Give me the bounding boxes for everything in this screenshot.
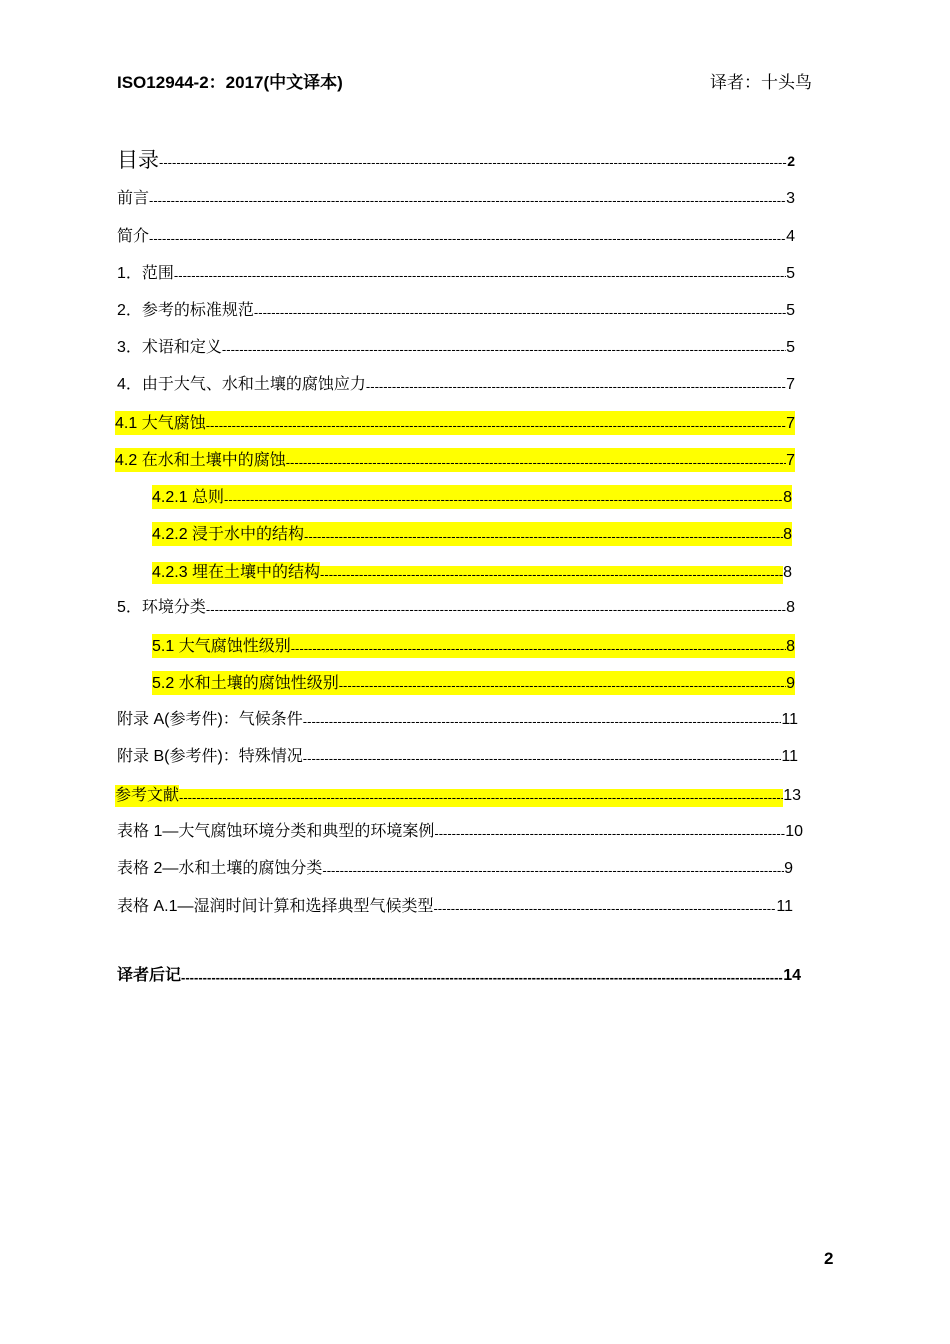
dot-leader [181, 969, 783, 987]
dot-leader [320, 566, 783, 584]
toc-entry-label: 表格 1—大气腐蚀环境分类和典型的环境案例 [117, 823, 435, 840]
toc-page-number: 11 [781, 711, 798, 728]
toc-page-number: 4 [786, 228, 795, 245]
toc-entry-label: 2．参考的标准规范 [117, 302, 254, 319]
toc-entry-afterword[interactable] [117, 965, 801, 987]
toc-entry[interactable] [117, 300, 795, 322]
dot-leader [222, 341, 786, 359]
toc-page-number: 5 [786, 265, 795, 282]
toc-entry-label: 5.1 大气腐蚀性级别 [152, 638, 291, 655]
translator-credit: 译者：十头鸟 [710, 73, 812, 92]
toc-entry-highlighted[interactable] [152, 671, 795, 695]
dot-leader [254, 304, 786, 322]
document-title: ISO12944-2：2017(中文译本) [117, 73, 343, 92]
dot-leader [433, 900, 776, 918]
toc-page-number: 7 [786, 452, 795, 469]
toc-entry-highlighted[interactable] [115, 411, 795, 435]
toc-entry-label: 附录 A(参考件)：气候条件 [117, 711, 303, 728]
toc-page-number: 2 [787, 153, 795, 169]
dot-leader [291, 640, 786, 658]
toc-entry[interactable] [117, 337, 795, 359]
toc-entry[interactable] [117, 597, 795, 619]
toc-entry[interactable] [117, 188, 795, 210]
toc-page-number: 14 [783, 967, 801, 984]
toc-entry-highlighted[interactable] [115, 783, 801, 807]
toc-page-number: 8 [783, 526, 792, 543]
dot-leader [339, 677, 786, 695]
toc-entry-label: 表格 2—水和土壤的腐蚀分类 [117, 860, 323, 877]
dot-leader [149, 192, 786, 210]
toc-entry-highlighted[interactable] [152, 634, 795, 658]
toc-entry-label: 4．由于大气、水和土壤的腐蚀应力 [117, 376, 366, 393]
toc-entry-label: 4.2.1 总则 [152, 489, 225, 506]
toc-entry-label: 前言 [117, 190, 150, 207]
dot-leader [322, 862, 784, 880]
toc-entry-label: 附录 B(参考件)：特殊情况 [117, 748, 303, 765]
toc-page-number: 8 [783, 489, 792, 506]
toc-entry[interactable] [117, 821, 803, 843]
toc-page-number: 5 [786, 302, 795, 319]
toc-page-number: 8 [786, 599, 795, 616]
toc-entry[interactable] [117, 226, 795, 248]
page-header [117, 68, 812, 93]
dot-leader [206, 417, 786, 435]
toc-title: 目录 [117, 149, 159, 172]
toc-page-number: 9 [786, 675, 795, 692]
toc-entry-highlighted[interactable] [152, 560, 792, 584]
dot-leader [304, 528, 783, 546]
dot-leader [159, 154, 787, 172]
toc-entry[interactable] [117, 858, 793, 880]
toc-page-number: 13 [783, 787, 801, 804]
toc-title-row[interactable] [117, 146, 795, 172]
toc-entry-label: 3．术语和定义 [117, 339, 222, 356]
toc-entry-label: 表格 A.1—湿润时间计算和选择典型气候类型 [117, 898, 434, 915]
toc-page-number: 8 [786, 638, 795, 655]
toc-page-number: 3 [786, 190, 795, 207]
toc-page-number: 10 [785, 823, 803, 840]
toc-entry-label: 参考文献 [115, 785, 179, 807]
page-number: 2 [824, 1249, 834, 1268]
toc-entry[interactable] [117, 746, 798, 768]
dot-leader [303, 750, 782, 768]
toc-entry[interactable] [117, 374, 795, 396]
toc-entry-label: 译者后记 [117, 967, 182, 984]
toc-entry[interactable] [117, 709, 798, 731]
dot-leader [174, 267, 786, 285]
toc-entry-label: 5.2 水和土壤的腐蚀性级别 [152, 675, 339, 692]
toc-entry[interactable] [117, 263, 795, 285]
toc-page-number: 5 [786, 339, 795, 356]
dot-leader [434, 825, 785, 843]
dot-leader [149, 230, 786, 248]
toc-entry-label: 4.1 大气腐蚀 [115, 415, 206, 432]
dot-leader [303, 713, 782, 731]
dot-leader [286, 454, 786, 472]
toc-entry-highlighted[interactable] [115, 448, 795, 472]
dot-leader [179, 789, 783, 807]
toc-entry[interactable] [117, 896, 793, 918]
toc-entry-label: 4.2.3 埋在土壤中的结构 [152, 562, 320, 584]
dot-leader [224, 491, 783, 509]
toc-entry-label: 简介 [117, 228, 150, 245]
dot-leader [366, 378, 786, 396]
toc-entry-label: 4.2.2 浸于水中的结构 [152, 526, 305, 543]
toc-entry-label: 1．范围 [117, 265, 174, 282]
dot-leader [206, 601, 786, 619]
toc-page-number: 11 [776, 898, 793, 915]
toc-entry-label: 4.2 在水和土壤中的腐蚀 [115, 452, 286, 469]
toc-page-number: 9 [784, 860, 793, 877]
toc-page-number: 11 [781, 748, 798, 765]
toc-entry-highlighted[interactable] [152, 485, 792, 509]
toc-entry-highlighted[interactable] [152, 522, 792, 546]
toc-page-number: 8 [783, 564, 792, 581]
toc-page-number: 7 [786, 376, 795, 393]
toc-entry-label: 5．环境分类 [117, 599, 206, 616]
toc-page-number: 7 [786, 415, 795, 432]
